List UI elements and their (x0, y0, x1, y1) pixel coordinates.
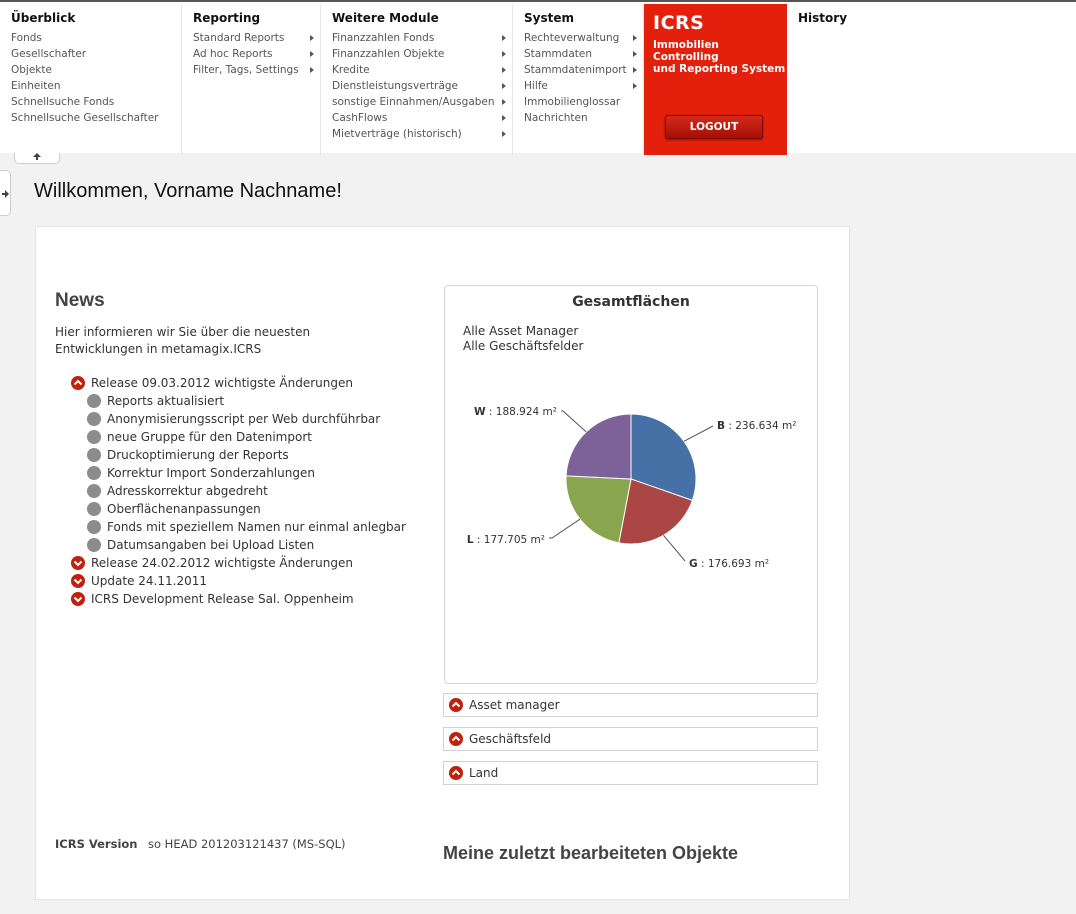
bullet-icon (87, 394, 101, 408)
menu-item-hilfe[interactable] (524, 78, 643, 94)
collapse-icon[interactable] (449, 732, 463, 746)
menu-item-label: Filter, Tags, Settings (193, 64, 299, 76)
brand-title: ICRS (653, 12, 705, 34)
version-label: ICRS Version (55, 837, 138, 851)
version-value: so HEAD 201203121437 (MS-SQL) (148, 837, 346, 851)
arrow-right-icon (2, 190, 9, 198)
pie-label-G: G : 176.693 m² (689, 558, 770, 570)
chart-title: Gesamtflächen (572, 294, 690, 310)
menu-title-weitere-module[interactable]: Weitere Module (332, 11, 439, 25)
pie-slice-L[interactable] (566, 476, 631, 543)
news-release-item[interactable] (71, 554, 406, 572)
submenu-arrow-icon (502, 83, 506, 89)
menu-item-label: Dienstleistungsverträge (332, 80, 459, 92)
menu-item-label: sonstige Einnahmen/Ausgaben (332, 96, 495, 108)
menu-item-fonds[interactable]: Fonds (11, 32, 42, 44)
filter-geschaeftsfeld[interactable] (443, 727, 818, 751)
filter-asset-manager[interactable] (443, 693, 818, 717)
filter-label: Asset manager (469, 698, 560, 712)
menu-item-label: Finanzzahlen Objekte (332, 48, 445, 60)
collapse-header-button[interactable] (14, 153, 60, 164)
expand-icon[interactable] (71, 574, 85, 588)
news-release-item[interactable] (71, 590, 406, 608)
menu-system (513, 4, 644, 155)
menu-item-rechteverwaltung[interactable] (524, 30, 643, 46)
news-change-label: Korrektur Import Sonderzahlungen (107, 466, 315, 480)
submenu-arrow-icon (502, 99, 506, 105)
menu-item-objekte[interactable]: Objekte (11, 64, 52, 76)
submenu-arrow-icon (502, 131, 506, 137)
welcome-heading: Willkommen, Vorname Nachname! (34, 180, 342, 202)
brand-subtitle-line1: Immobilien Controlling (653, 39, 719, 63)
expand-sidebar-button[interactable] (0, 170, 11, 216)
news-release-label: Release 09.03.2012 wichtigste Änderungen (91, 376, 353, 390)
submenu-arrow-icon (502, 67, 506, 73)
pie-connector-L (549, 519, 580, 538)
collapse-icon[interactable] (71, 376, 85, 390)
news-change-item (71, 392, 406, 410)
menu-item-label: Mietverträge (historisch) (332, 128, 462, 140)
brand-subtitle (653, 39, 787, 75)
pie-label-W: W : 188.924 m² (473, 406, 557, 418)
news-change-item (71, 446, 406, 464)
submenu-arrow-icon (310, 35, 314, 41)
menu-item-label: Rechteverwaltung (524, 32, 620, 44)
menu-item-stammdatenimport[interactable] (524, 62, 643, 78)
news-change-label: Adresskorrektur abgedreht (107, 484, 268, 498)
pie-slice-W[interactable] (566, 414, 631, 479)
menu-item-mietvertraege[interactable] (332, 126, 512, 142)
menu-item-label: CashFlows (332, 112, 388, 124)
filter-label: Geschäftsfeld (469, 732, 552, 746)
bullet-icon (87, 538, 101, 552)
menu-item-sonstige-einnahmen[interactable] (332, 94, 512, 110)
menu-title-ueberblick[interactable]: Überblick (11, 11, 76, 25)
news-change-item (71, 410, 406, 428)
pie-connector-B (684, 426, 713, 441)
chart-subtitle-geschaeftsfelder: Alle Geschäftsfelder (463, 339, 584, 353)
submenu-arrow-icon (502, 35, 506, 41)
expand-icon[interactable] (71, 592, 85, 606)
menu-item-kredite[interactable] (332, 62, 512, 78)
menu-item-filter-tags-settings[interactable] (193, 62, 320, 78)
brand-subtitle-line2: und Reporting System (653, 63, 786, 75)
collapse-icon[interactable] (449, 766, 463, 780)
menu-item-nachrichten[interactable]: Nachrichten (524, 112, 588, 124)
menu-item-einheiten[interactable]: Einheiten (11, 80, 61, 92)
pie-label-B: B : 236.634 m² (717, 420, 797, 432)
expand-icon[interactable] (71, 556, 85, 570)
menu-item-label: Stammdatenimport (524, 64, 627, 76)
bullet-icon (87, 448, 101, 462)
menu-item-finanzzahlen-objekte[interactable] (332, 46, 512, 62)
news-release-item[interactable] (71, 572, 406, 590)
news-tree (71, 374, 406, 608)
top-navigation (0, 0, 1076, 153)
submenu-arrow-icon (502, 115, 506, 121)
news-change-label: Datumsangaben bei Upload Listen (107, 538, 315, 552)
submenu-arrow-icon (633, 35, 637, 41)
filter-land[interactable] (443, 761, 818, 785)
pie-connector-W (561, 411, 586, 432)
news-release-label: Release 24.02.2012 wichtigste Änderungen (91, 556, 353, 570)
brand-box (644, 4, 787, 155)
menu-weitere-module (321, 4, 513, 155)
menu-item-schnellsuche-fonds[interactable]: Schnellsuche Fonds (11, 96, 115, 108)
menu-item-gesellschafter[interactable]: Gesellschafter (11, 48, 87, 60)
menu-item-dienstleistungsvertraege[interactable] (332, 78, 512, 94)
submenu-arrow-icon (310, 51, 314, 57)
menu-item-cashflows[interactable] (332, 110, 512, 126)
menu-item-ad-hoc-reports[interactable] (193, 46, 320, 62)
logout-button[interactable]: LOGOUT (665, 115, 763, 139)
news-change-item (71, 428, 406, 446)
pie-label-L: L : 177.705 m² (466, 534, 545, 546)
menu-item-immobilienglossar[interactable]: Immobilienglossar (524, 96, 621, 108)
news-change-label: Oberflächenanpassungen (107, 502, 261, 516)
news-change-label: neue Gruppe für den Datenimport (107, 430, 312, 444)
menu-item-label: Kredite (332, 64, 370, 76)
bullet-icon (87, 502, 101, 516)
pie-chart (445, 286, 817, 683)
news-change-item (71, 464, 406, 482)
menu-item-label: Ad hoc Reports (193, 48, 273, 60)
news-release-label: ICRS Development Release Sal. Oppenheim (91, 592, 354, 606)
collapse-icon[interactable] (449, 698, 463, 712)
menu-item-label: Hilfe (524, 80, 548, 92)
menu-title-system[interactable]: System (524, 11, 574, 25)
arrow-up-icon (33, 153, 41, 160)
menu-item-label: Stammdaten (524, 48, 593, 60)
news-change-item (71, 500, 406, 518)
menu-item-stammdaten[interactable] (524, 46, 643, 62)
submenu-arrow-icon (633, 83, 637, 89)
news-title: News (55, 290, 105, 311)
submenu-arrow-icon (310, 67, 314, 73)
submenu-arrow-icon (633, 67, 637, 73)
menu-item-label: Standard Reports (193, 32, 285, 44)
menu-title-reporting[interactable]: Reporting (193, 11, 261, 25)
chart-subtitle-asset-manager: Alle Asset Manager (463, 324, 579, 338)
news-release-item[interactable] (71, 374, 406, 392)
bullet-icon (87, 430, 101, 444)
menu-item-schnellsuche-gesellschafter[interactable]: Schnellsuche Gesellschafter (11, 112, 159, 124)
submenu-arrow-icon (633, 51, 637, 57)
news-intro: Hier informieren wir Sie über die neuesten Entwicklungen in metamagix.ICRS (55, 325, 311, 356)
bullet-icon (87, 484, 101, 498)
menu-item-standard-reports[interactable] (193, 30, 320, 46)
recent-objects-title: Meine zuletzt bearbeiteten Objekte (443, 843, 739, 863)
menu-ueberblick (0, 4, 182, 155)
main-panel (35, 226, 850, 900)
submenu-arrow-icon (502, 51, 506, 57)
menu-reporting (182, 4, 321, 155)
news-change-label: Druckoptimierung der Reports (107, 448, 289, 462)
news-change-item (71, 536, 406, 554)
bullet-icon (87, 520, 101, 534)
news-change-item (71, 482, 406, 500)
bullet-icon (87, 466, 101, 480)
news-change-label: Fonds mit speziellem Namen nur einmal anlegbar (107, 520, 406, 534)
news-release-label: Update 24.11.2011 (91, 574, 207, 588)
news-change-item (71, 518, 406, 536)
bullet-icon (87, 412, 101, 426)
news-change-label: Reports aktualisiert (107, 394, 225, 408)
news-change-label: Anonymisierungsscript per Web durchführbar (107, 412, 381, 426)
menu-item-label: Finanzzahlen Fonds (332, 32, 435, 44)
gesamtflaechen-chart (444, 285, 818, 684)
menu-item-finanzzahlen-fonds[interactable] (332, 30, 512, 46)
menu-title-history[interactable]: History (798, 11, 848, 25)
pie-connector-G (664, 535, 685, 561)
filter-label: Land (469, 766, 499, 780)
